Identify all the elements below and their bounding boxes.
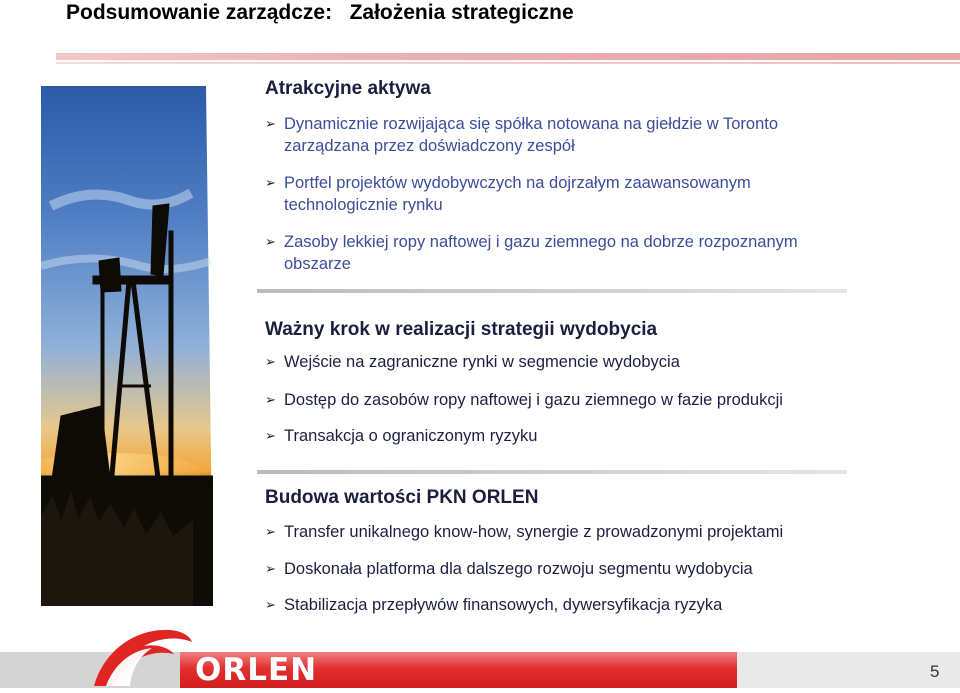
list-item: ➢ Transakcja o ograniczonym ryzyku xyxy=(265,427,538,445)
slide-title: Podsumowanie zarządcze: Założenia strategiczne xyxy=(66,1,574,24)
orlen-logo-text: ORLEN xyxy=(195,652,318,688)
list-item: ➢ Portfel projektów wydobywczych na dojrzałym zaawansowanym technologicznie rynku xyxy=(265,174,751,214)
footer-right-band xyxy=(737,652,960,688)
oil-pumpjack-photo xyxy=(41,86,213,606)
section-separator xyxy=(257,289,847,293)
list-item: ➢ Doskonała platforma dla dalszego rozwoju segmentu wydobycia xyxy=(265,560,753,578)
arrow-bullet-icon: ➢ xyxy=(265,597,276,612)
arrow-bullet-icon: ➢ xyxy=(265,175,276,190)
page-number: 5 xyxy=(930,662,940,681)
arrow-bullet-icon: ➢ xyxy=(265,524,276,539)
arrow-bullet-icon: ➢ xyxy=(265,354,276,369)
arrow-bullet-icon: ➢ xyxy=(265,428,276,443)
list-item: ➢ Dynamicznie rozwijająca się spółka notowana na giełdzie w Toronto zarządzana przez doświadczony zespół xyxy=(265,115,779,155)
arrow-bullet-icon: ➢ xyxy=(265,392,276,407)
section-heading-strategy-step: Ważny krok w realizacji strategii wydobycia xyxy=(265,319,658,340)
section-heading-attractive-assets: Atrakcyjne aktywa xyxy=(265,78,431,99)
section-separator xyxy=(257,470,847,474)
list-item: ➢ Dostęp do zasobów ropy naftowej i gazu ziemnego w fazie produkcji xyxy=(265,391,783,409)
list-item: ➢ Wejście na zagraniczne rynki w segmencie wydobycia xyxy=(265,353,680,371)
arrow-bullet-icon: ➢ xyxy=(265,116,276,131)
orlen-eagle-logo-icon xyxy=(86,620,196,693)
list-item: ➢ Zasoby lekkiej ropy naftowej i gazu ziemnego na dobrze rozpoznanym obszarze xyxy=(265,233,798,273)
list-item: ➢ Stabilizacja przepływów finansowych, dywersyfikacja ryzyka xyxy=(265,596,723,614)
list-item: ➢ Transfer unikalnego know-how, synergie z prowadzonymi projektami xyxy=(265,523,784,541)
title-underline-thin xyxy=(56,62,960,64)
arrow-bullet-icon: ➢ xyxy=(265,234,276,249)
title-underline xyxy=(56,53,960,60)
section-heading-value-building: Budowa wartości PKN ORLEN xyxy=(265,487,539,508)
arrow-bullet-icon: ➢ xyxy=(265,561,276,576)
